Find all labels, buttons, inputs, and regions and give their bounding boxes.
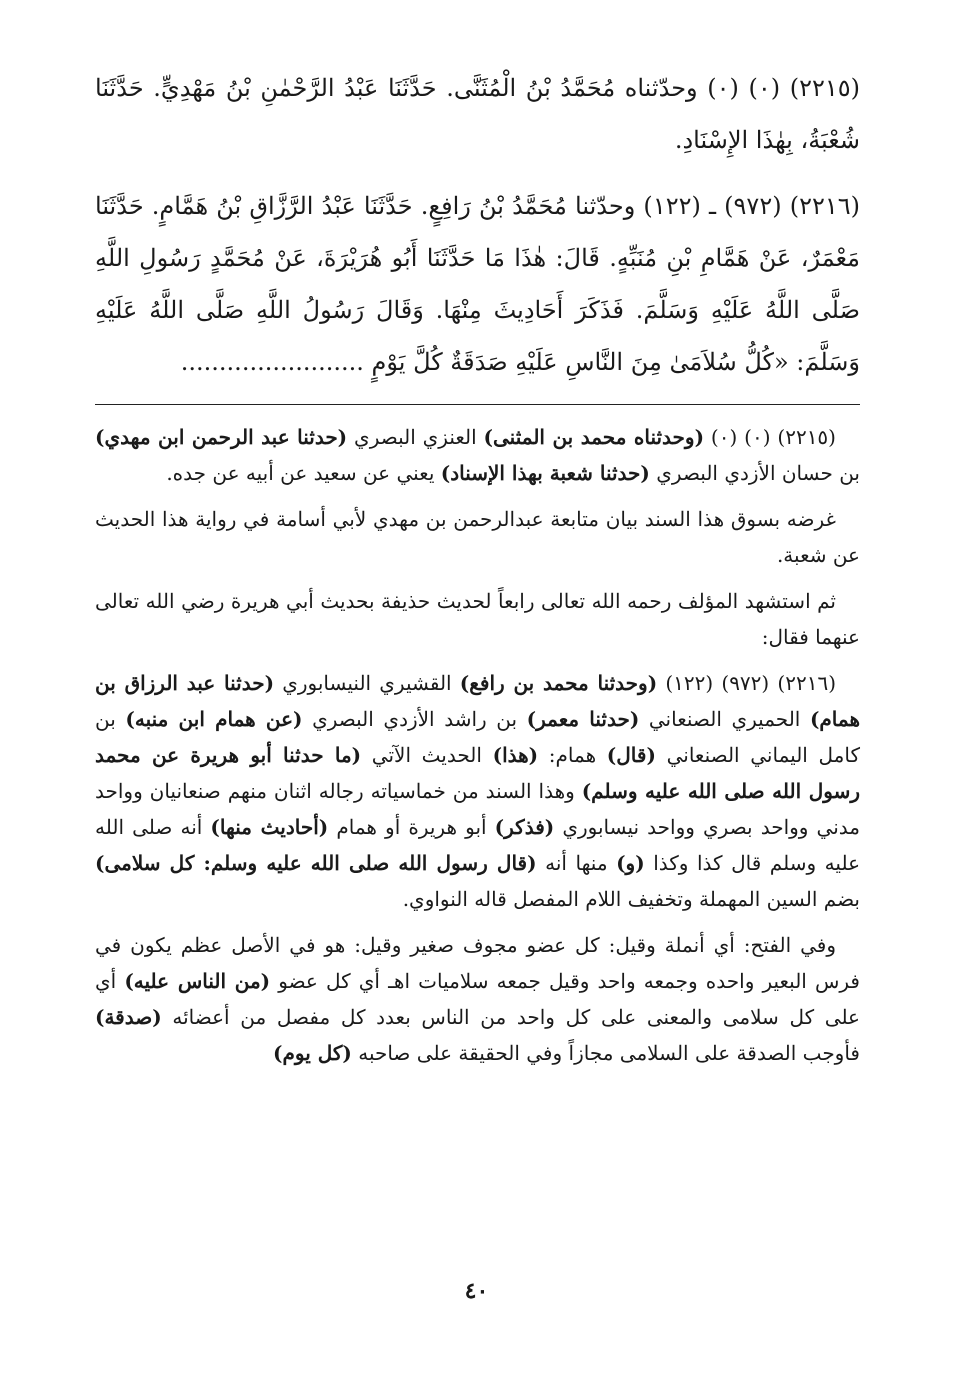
footnote-divider bbox=[95, 404, 860, 405]
page bbox=[95, 62, 860, 1081]
hadith-2215: (٢٢١٥) (٠) (٠) وحدّثناه مُحَمَّدُ بْنُ الْمُثَنَّى. حَدَّثَنَا عَبْدُ الرَّحْمٰنِ بْنُ مَهْدِيٍّ. حَدَّثَنَا شُعْبَةُ، بِهٰذَا الإِسْنَادِ. bbox=[95, 74, 861, 154]
commentary-2216: (٢٢١٦) (٩٧٢) (١٢٢) (وحدثنا محمد بن رافع) القشيري النيسابوري (حدثنا عبد الرزاق بن همام) الحميري الصنعاني (حدثنا معمر) بن راشد الأزدي البصري (عن همام ابن منبه) بن كامل اليماني الصنعاني (قال) همام: (هذا) الحديث الآتي (ما حدثنا أبو هريرة عن محمد رسول الله صلى الله عليه وسلم) وهذا السند من خماسياته رجاله اثنان منهم صنعانيان وواحد مدني وواحد بصري وواحد نيسابوري (فذكر) أبو هريرة أو همام (أحاديث منها) أنه صلى الله عليه وسلم قال كذا وكذا (و) منها أنه (قال رسول الله صلى الله عليه وسلم: كل سلامى) بضم السين المهملة وتخفيف اللام المفصل قاله النواوي. bbox=[95, 671, 860, 911]
hadith-text bbox=[95, 62, 860, 388]
commentary-fath: وفي الفتح: أي أنملة وقيل: كل عضو مجوف صغير وقيل: هو في الأصل عظم يكون في فرس البعير واحده وجمعه واحد وقيل جمعه سلاميات اهـ أي كل عضو (من الناس عليه) أي على كل سلامى والمعنى على كل واحد من الناس بعدد كل مفصل من أعضائه (صدقة) فأوجب الصدقة على السلامى مجازاً وفي الحقيقة على صاحبه (كل يوم) bbox=[95, 933, 860, 1065]
commentary-purpose: غرضه بسوق هذا السند بيان متابعة عبدالرحمن بن مهدي لأبي أسامة في رواية هذا الحديث عن شعبة. bbox=[95, 507, 860, 567]
commentary bbox=[95, 419, 860, 1071]
commentary-2215: (٢٢١٥) (٠) (٠) (وحدثناه محمد بن المثنى) العنزي البصري (حدثنا عبد الرحمن ابن مهدي) بن حسان الأزدي البصري (حدثنا شعبة بهذا الإسناد) يعني عن سعيد عن أبيه عن جده. bbox=[95, 425, 860, 485]
page-number: ٤٠ bbox=[464, 1278, 489, 1304]
hadith-2216: (٢٢١٦) (٩٧٢) ـ (١٢٢) وحدّثنا مُحَمَّدُ بْنُ رَافِعٍ. حَدَّثَنَا عَبْدُ الرَّزَّاقِ بْنُ هَمَّامٍ. حَدَّثَنَا مَعْمَرٌ، عَنْ هَمَّامِ بْنِ مُنَبِّهٍ. قَالَ: هٰذَا مَا حَدَّثَنَا أَبُو هُرَيْرَةَ، عَنْ مُحَمَّدٍ رَسُولِ اللَّهِ صَلَّى اللَّهُ عَلَيْهِ وَسَلَّمَ. فَذَكَرَ أَحَادِيثَ مِنْهَا. وَقَالَ رَسُولُ اللَّهِ صَلَّى اللَّهُ عَلَيْهِ وَسَلَّمَ: «كُلُّ سُلاَمَىٰ مِنَ النَّاسِ عَلَيْهِ صَدَقَةٌ كُلَّ يَوْمٍ ........................ bbox=[95, 192, 861, 376]
commentary-witness: ثم استشهد المؤلف رحمه الله تعالى رابعاً لحديث حذيفة بحديث أبي هريرة رضي الله تعالى عنهما فقال: bbox=[95, 589, 860, 649]
